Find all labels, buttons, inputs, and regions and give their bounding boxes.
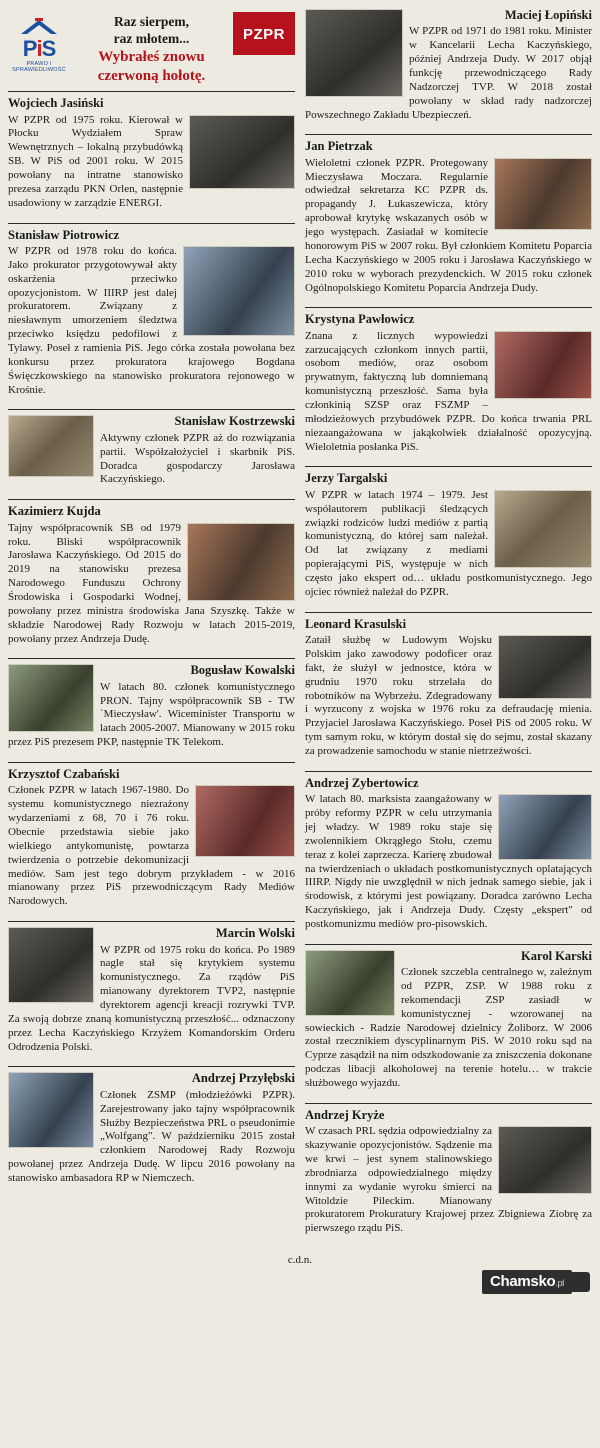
person-photo (183, 246, 295, 336)
divider (8, 658, 295, 659)
person-bio: W latach 80. marksista zaangażowany w próby reformy PZPR w celu utrzymania jej władzy. W 1989 roku staje się zwolennikiem Okrągłego Stołu, czemu teraz z kolei zaprzecza. Karierę zbudował na twierdzeniach o układach postkomunistycznych oplatających IIIRP. Nigdy nie uwzględnił w nich jednak samego siebie, jak i środowisk, z którymi jest powiązany. Doradca zarówno Lecha Kaczyńskiego, jak i Andrzeja Dudy. Częsty „ekspert" od postkomunizmu mediów pro-pisowskich. (305, 793, 592, 930)
person-name: Marcin Wolski (215, 926, 295, 941)
pis-wordmark: PiS (22, 36, 56, 61)
person-photo (195, 785, 295, 857)
divider (8, 499, 295, 500)
left-column (8, 8, 295, 1248)
person-entry (8, 223, 295, 398)
person-name: Andrzej Przyłębski (191, 1071, 295, 1086)
person-entry (8, 762, 295, 909)
person-bio: Członek PZPR w latach 1967-1980. Do systemu komunistycznego niezrażony wydarzeniami z 68, 70 i 76 roku. Obecnie przedstawia siebie jako wielkiego antykomunistę, powtarza twierdzenia o potrzebie dekomunizacji mediów. Sam jest tego dobrym przykładem - w 2016 mianowany przez PiS przewodniczącym Rady Mediów Narodowych. (8, 784, 295, 908)
person-photo (189, 115, 295, 189)
person-photo (498, 1126, 592, 1194)
divider (305, 612, 592, 613)
person-entry (8, 499, 295, 646)
divider (8, 223, 295, 224)
person-name: Kazimierz Kujda (8, 504, 101, 519)
person-bio: W PZPR od 1975 roku do końca. Po 1989 nagle stał się krytykiem systemu komunistycznego. Za rządów PiS mianowany dyrektorem TVP2, następnie dyrektorem agencji kreacji rozrywki TVP. Za swoją dobrze znaną komunistyczną przeszłość... odznaczony przez Lecha Kaczyńskiego Krzyżem Komandorskim Orderu Odrodzenia Polski. (8, 943, 295, 1053)
person-entry (305, 1103, 592, 1236)
person-bio: Wieloletni członek PZPR. Protegowany Mieczysława Moczara. Regularnie odwiedzał sekretarza KC PZPR ds. propagandy J. Łukaszewicza, który aprobował krytykę wskazanych osób w jego występach. Zasiadał w komitecie honorowym PiS w 2007 roku. Był członkiem Komitetu Poparcia Lecha Kaczyńskiego w 2005 roku i Jarosława Kaczyńskiego w 2010 roku w wyborach prezydenckich. W 2015 roku członek Ogólnopolskiego Komitetu Poparcia Andrzeja Dudy. (305, 156, 592, 294)
person-entry (305, 612, 592, 759)
person-entry (8, 91, 295, 210)
person-name: Andrzej Zybertowicz (305, 775, 419, 790)
person-photo (494, 331, 592, 399)
divider (8, 1066, 295, 1067)
person-bio: W PZPR w latach 1974 – 1979. Jest współautorem publikacji śledzących związki rodziców ludzi mediów z partią komunistyczną, do której sam należał. Od lat związany z mediami popierającymi PiS, występuje w nich często jako ekspert od… układu postkomunistycznego. Jego ojciec również należał do PZPR. (305, 488, 592, 598)
chamsko-wordmark: Chamsko (489, 1273, 556, 1291)
person-bio: Członek ZSMP (młodzieżówki PZPR). Zarejestrowany jako tajny współpracownik Służby Bezpieczeństwa PRL o pseudonimie „Wolfgang". W październiku 2015 został członkiem Narodowej Rady Rozwoju powołanej przez Andrzeja Dudę. W lipcu 2016 powołany na stanowisko ambasadora RP w Niemczech. (8, 1088, 295, 1184)
headline (76, 12, 227, 85)
person-bio: W PZPR od 1975 roku. Kierował w Płocku Wydziałem Spraw Wewnętrznych – lokalną przybudówką SB. W PiS od 2001 roku. W 2015 powołany na intratne stanowisko prezesa zarządu PKN Orlen, następnie usadowiony w zarządzie ENERGI. (8, 113, 183, 209)
headline-line-2: raz młotem... (113, 30, 190, 46)
divider (305, 771, 592, 772)
person-photo (494, 158, 592, 230)
chamsko-domain-suffix: .pl (555, 1278, 564, 1289)
person-entry (305, 466, 592, 599)
person-entry (305, 771, 592, 932)
person-bio: W latach 80. członek komunistycznego PRON. Tajny współpracownik SB - TW `Mieczysław'. Wiceminister Transportu w latach 2005-2007. Mianowany w 2015 roku przez PiS prezesem PKP, następnie TK Telekom. (8, 680, 295, 749)
person-name: Andrzej Kryże (305, 1107, 385, 1122)
eagle-icon (17, 16, 61, 38)
gear-icon (570, 1272, 590, 1292)
brand-bar (0, 1270, 600, 1304)
divider (8, 409, 295, 410)
divider (8, 921, 295, 922)
headline-line-4: czerwoną hołotę. (97, 67, 206, 84)
continued-note: c.d.n. (287, 1254, 313, 1267)
person-bio: Aktywny członek PZPR aż do rozwiązania partii. Współzałożyciel i skarbnik PiS. Doradca gospodarczy Jarosława Kaczyńskiego. (100, 431, 295, 486)
divider (305, 466, 592, 467)
headline-line-1: Raz sierpem, (114, 14, 189, 29)
divider (305, 134, 592, 135)
person-photo (8, 927, 94, 1003)
person-entry (305, 307, 592, 454)
person-name: Stanisław Piotrowicz (8, 227, 120, 242)
divider (305, 307, 592, 308)
person-entry (305, 8, 592, 122)
person-entry (8, 1066, 295, 1185)
person-bio: W PZPR od 1971 do 1981 roku. Minister w Kancelarii Lecha Kaczyńskiego, później Andrzeja Dudy. W 2017 objął funkcję przewodniczącego Rady Nadzorczej TVP. W 2018 został powołany w skład rady nadzorczej Powszechnego Zakładu Ubezpieczeń. (305, 25, 592, 121)
person-name: Jerzy Targalski (305, 471, 388, 486)
divider (8, 762, 295, 763)
divider (305, 944, 592, 945)
person-photo (498, 635, 592, 699)
person-name: Leonard Krasulski (305, 616, 407, 631)
person-photo (494, 490, 592, 568)
person-name: Krzysztof Czabański (8, 767, 120, 782)
headline-line-3: Wybrałeś znowu (98, 48, 205, 65)
person-name: Karol Karski (521, 948, 592, 963)
person-photo (8, 664, 94, 732)
person-name: Krystyna Pawłowicz (305, 312, 415, 327)
person-name: Jan Pietrzak (305, 139, 373, 154)
person-photo (498, 794, 592, 860)
pis-logo (8, 12, 70, 73)
person-entry (305, 134, 592, 295)
person-bio: Znana z licznych wypowiedzi zarzucających członkom innych partii, osobom mediów, oraz osobom prywatnym, faktyczną lub domniemaną komunistyczną przeszłość. Sama była członkinią SZSP oraz FSZMP – młodzieżowych przybudówek PZPR. Do końca trwania PRL niezaangażowana w jakąkolwiek działalność opozycyjną. Wieloletnia posłanka PiS. (305, 329, 592, 453)
person-photo (305, 9, 403, 97)
masthead (8, 8, 295, 91)
person-entry (305, 944, 592, 1091)
right-column (305, 8, 592, 1248)
person-name: Bogusław Kowalski (190, 663, 295, 678)
person-entry (8, 658, 295, 750)
person-name: Wojciech Jasiński (8, 96, 104, 111)
person-bio: Tajny współpracownik SB od 1979 roku. Bliski współpracownik Jarosława Kaczyńskiego. Od 2015 do 2019 na stanowisku prezesa Narodowego Funduszu Ochrony Środowiska i Gospodarki Wodnej, powołany przez ministra środowiska Jana Szyszkę. Także w składzie Narodowej Rady Rozwoju w latach 2015-2019, powołany przez Andrzeja Dudę. (8, 521, 295, 645)
divider (305, 1103, 592, 1104)
person-photo (8, 1072, 94, 1148)
person-name: Maciej Łopiński (504, 8, 592, 22)
person-name: Stanisław Kostrzewski (174, 414, 295, 429)
chamsko-logo[interactable] (482, 1270, 572, 1294)
person-entry (8, 921, 295, 1054)
person-photo (8, 415, 94, 477)
person-entry (8, 409, 295, 487)
pzpr-logo (233, 12, 295, 55)
person-bio: Zataił służbę w Ludowym Wojsku Polskim jako zawodowy podoficer oraz fakt, że służył w jednostce, która w grudniu 1970 roku strzelała do robotników na Wybrzeżu. Zdegradowany i wyrzucony z wojska w 1976 roku za defraudację mienia. Przyjaciel Jarosława Kaczyńskiego. Poseł PiS od 2005 roku. W tym samym roku, w którym dostał się do sejmu, został skazany za prowadzenie samochodu w stanie nietrzeźwości. (305, 634, 592, 757)
person-bio: W czasach PRL sędzia odpowiedzialny za skazywanie opozycjonistów. Sądzenie ma we krwi – jest synem stalinowskiego zbrodniarza odpowiedzialnego między innymi za wydanie wyroku śmierci na Witoldzie Pileckim. Mianowany prokuratorem Prokuratury Krajowej przez Zbigniewa Ziobrę za pierwszego rządu PiS. (305, 1125, 592, 1235)
person-bio: Członek szczebla centralnego w, zależnym od PZPR, ZSP. W 1988 roku z rekomendacji ZSP zasiadł w komunistycznej - wzorowanej na sowieckich - Radzie Narodowej dzielnicy Żoliborz. W 2006 został rzecznikiem dyscyplinarnym PiS. W 2010 roku sąd na Cyprze zasądził na nim odszkodowanie za zniszczenia dokonane podczas libacji alkoholowej na terenie hotelu… w trakcie służbowego wyjazdu. (305, 966, 592, 1090)
person-bio: W PZPR od 1978 roku do końca. Jako prokurator przygotowywał akty oskarżenia przeciwko opozycjonistom. W IIIRP jest dalej prokuratorem. Związany z niesławnym umorzeniem śledztwa przeciwko księdzu pedofilowi z Tylawy. Poseł z ramienia PiS. Jego córka została powołana bez konkursu przez prokuratora krajowego Bogdana Święczkowskiego na stanowisko prokuratora rejonowego w Krośnie. (8, 245, 295, 396)
divider (8, 91, 295, 92)
person-photo (187, 523, 295, 601)
pis-subtitle: PRAWO I SPRAWIEDLIWOŚĆ (12, 61, 66, 73)
pzpr-wordmark: PZPR (242, 26, 285, 43)
person-photo (305, 950, 395, 1016)
